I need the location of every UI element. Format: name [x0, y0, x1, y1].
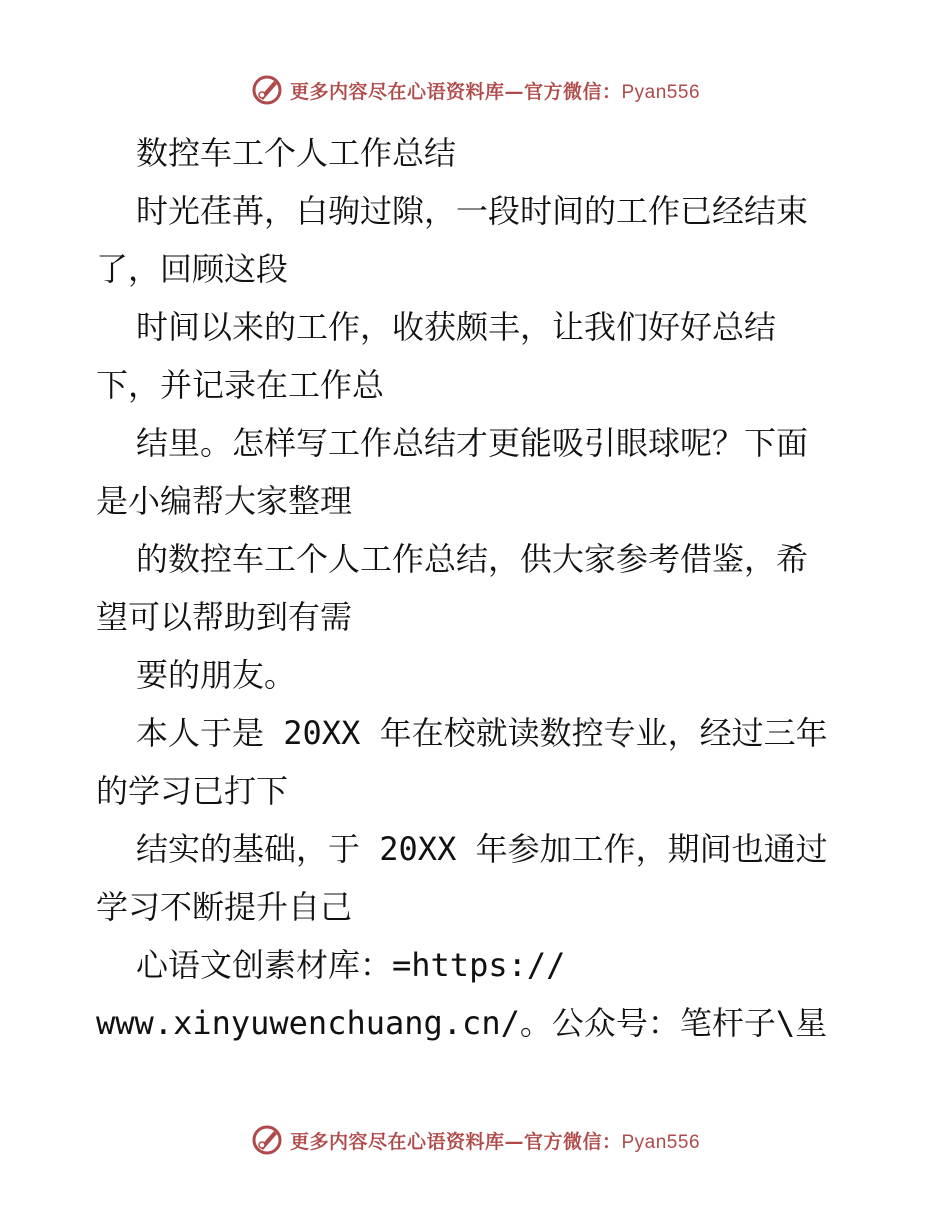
doc-paragraph	[96, 704, 856, 820]
doc-paragraph	[96, 182, 856, 298]
doc-line-wrap: 学习不断提升自己	[96, 888, 353, 926]
doc-line-wrap: 下，并记录在工作总	[96, 366, 385, 404]
header-banner-wechat-id: Pyan556	[621, 81, 701, 103]
doc-line: 时光荏苒，白驹过隙，一段时间的工作已经结束	[136, 192, 809, 230]
doc-line: 时间以来的工作，收获颇丰，让我们好好总结	[136, 308, 777, 346]
footer-banner-wechat-id: Pyan556	[621, 1131, 701, 1153]
doc-paragraph	[96, 530, 856, 646]
pen-logo-icon	[250, 1123, 284, 1157]
doc-paragraph	[96, 820, 856, 936]
document-body	[96, 124, 856, 1052]
doc-line: 数控车工个人工作总结	[136, 134, 457, 172]
footer-banner	[0, 1120, 950, 1160]
doc-line: 要的朋友。	[136, 656, 297, 694]
doc-source-line	[96, 936, 856, 1052]
doc-line: 的数控车工个人工作总结，供大家参考借鉴，希	[136, 540, 809, 578]
doc-line-wrap: 的学习已打下	[96, 772, 289, 810]
doc-line: 心语文创素材库：=https://	[136, 946, 566, 984]
header-banner-text	[290, 77, 700, 104]
footer-banner-inner	[250, 1123, 700, 1157]
doc-line: 本人于是 20XX 年在校就读数控专业，经过三年	[136, 714, 828, 752]
footer-banner-cn: 更多内容尽在心语资料库—官方微信：	[289, 1130, 622, 1153]
header-banner-cn: 更多内容尽在心语资料库—官方微信：	[289, 80, 622, 103]
doc-paragraph	[96, 298, 856, 414]
doc-source-url: www.xinyuwenchuang.cn/。公众号：笔杆子\星	[96, 1004, 828, 1042]
footer-banner-text	[290, 1127, 700, 1154]
doc-paragraph	[96, 414, 856, 530]
doc-line: 结实的基础，于 20XX 年参加工作，期间也通过	[136, 830, 828, 868]
doc-line-wrap: 了，回顾这段	[96, 250, 289, 288]
doc-line-wrap: 是小编帮大家整理	[96, 482, 353, 520]
doc-paragraph	[96, 646, 856, 704]
doc-line: 结里。怎样写工作总结才更能吸引眼球呢？下面	[136, 424, 809, 462]
doc-line-wrap: 望可以帮助到有需	[96, 598, 353, 636]
header-banner-inner	[250, 73, 700, 107]
header-banner	[0, 70, 950, 110]
doc-title	[96, 124, 856, 182]
pen-logo-icon	[250, 73, 284, 107]
